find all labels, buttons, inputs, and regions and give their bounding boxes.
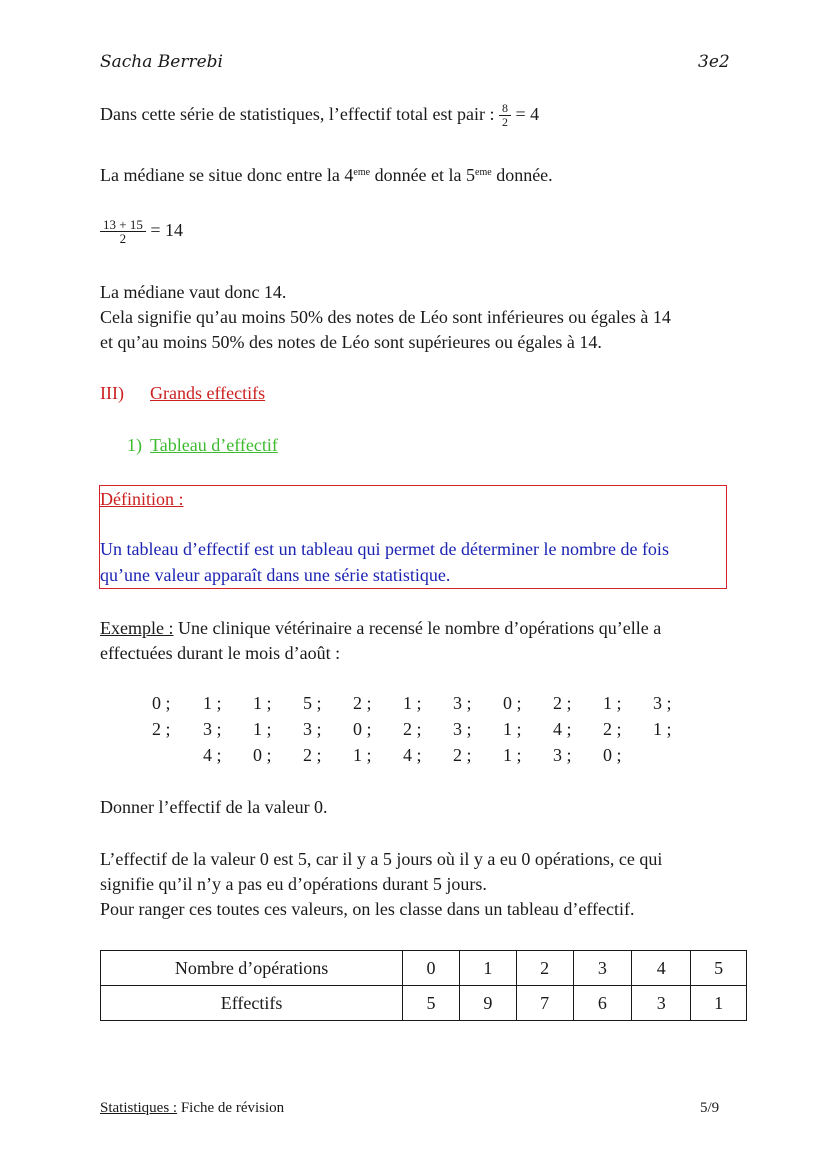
table-cell: 1: [691, 986, 747, 1021]
calc-numerator: 13 + 15: [100, 218, 146, 232]
series-value: 0 ;: [353, 719, 372, 739]
series-value: 2 ;: [603, 719, 622, 739]
table-cell: 9: [459, 986, 516, 1021]
fraction-denominator: 2: [502, 115, 509, 130]
definition-heading: Définition :: [100, 489, 184, 509]
example-label: Exemple :: [100, 618, 174, 638]
intro-line-2-part-2: donnée et la 5: [370, 165, 476, 185]
superscript-eme-2: eme: [475, 167, 492, 178]
series-value: 2 ;: [403, 719, 422, 739]
answer-line-3: Pour ranger ces toutes ces valeurs, on les classe dans un tableau d’effectif.: [100, 899, 635, 919]
series-value: 2 ;: [453, 745, 472, 765]
series-value: 2 ;: [152, 719, 171, 739]
answer-line-1: L’effectif de la valeur 0 est 5, car il y a 5 jours où il y a eu 0 opérations, ce qui: [100, 849, 663, 869]
superscript-eme-1: eme: [353, 167, 371, 178]
definition-box: [99, 485, 727, 589]
intro-line-2-part-3: donnée.: [491, 165, 553, 185]
table-row-values: [101, 951, 747, 986]
series-value: 2 ;: [353, 693, 372, 713]
series-value: 1 ;: [503, 719, 522, 739]
median-calculation: [100, 218, 183, 245]
frequency-table: [100, 950, 747, 1021]
series-value: 3 ;: [303, 719, 322, 739]
series-value: 1 ;: [503, 745, 522, 765]
subsection-number: 1): [127, 435, 142, 455]
series-value: 5 ;: [303, 693, 322, 713]
series-value: 1 ;: [653, 719, 672, 739]
series-value: 3 ;: [453, 719, 472, 739]
table-row-counts: [101, 986, 747, 1021]
series-value: 1 ;: [353, 745, 372, 765]
table-cell: 4: [632, 951, 691, 986]
example-line-1: [100, 616, 661, 641]
calc-denominator: 2: [119, 231, 127, 247]
section-number: III): [100, 383, 124, 403]
series-value: 0 ;: [253, 745, 272, 765]
table-cell: 6: [573, 986, 632, 1021]
series-value: 3 ;: [453, 693, 472, 713]
table-cell: 3: [632, 986, 691, 1021]
series-value: 1 ;: [253, 719, 272, 739]
definition-line-1: Un tableau d’effectif est un tableau qui permet de déterminer le nombre de fois: [100, 539, 669, 559]
series-value: 3 ;: [553, 745, 572, 765]
intro-line-1: [100, 102, 539, 129]
fraction-8-over-2: [499, 102, 511, 129]
author-name: Sacha Berrebi: [100, 52, 223, 72]
section-title: Grands effectifs: [150, 383, 266, 403]
intro-line-1-result: = 4: [515, 104, 540, 124]
series-value: 2 ;: [553, 693, 572, 713]
table-cell: 2: [516, 951, 573, 986]
series-value: 1 ;: [403, 693, 422, 713]
calc-result: = 14: [150, 220, 183, 240]
table-cell: 7: [516, 986, 573, 1021]
series-value: 2 ;: [303, 745, 322, 765]
median-line-1: La médiane vaut donc 14.: [100, 282, 287, 302]
table-cell: 5: [403, 986, 460, 1021]
table-cell: 5: [691, 951, 747, 986]
answer-line-2: signifie qu’il n’y a pas eu d’opérations durant 5 jours.: [100, 874, 487, 894]
example-text-1: Une clinique vétérinaire a recensé le nombre d’opérations qu’elle a: [173, 618, 662, 638]
median-line-3: et qu’au moins 50% des notes de Léo sont supérieures ou égales à 14.: [100, 332, 602, 352]
question: Donner l’effectif de la valeur 0.: [100, 797, 328, 817]
fraction-numerator: 8: [499, 102, 511, 116]
data-series: [0, 690, 828, 770]
table-cell: 3: [573, 951, 632, 986]
table-cell: 1: [459, 951, 516, 986]
series-value: 4 ;: [203, 745, 222, 765]
definition-line-2: qu’une valeur apparaît dans une série statistique.: [100, 565, 451, 585]
series-value: 1 ;: [603, 693, 622, 713]
series-value: 0 ;: [603, 745, 622, 765]
table-header-effectifs: Effectifs: [101, 986, 403, 1021]
median-line-2: Cela signifie qu’au moins 50% des notes de Léo sont inférieures ou égales à 14: [100, 307, 671, 327]
intro-line-2: [100, 163, 553, 188]
series-value: 1 ;: [203, 693, 222, 713]
example-line-2: effectuées durant le mois d’août :: [100, 643, 341, 663]
subsection-title: Tableau d’effectif: [150, 435, 278, 455]
series-value: 0 ;: [152, 693, 171, 713]
series-value: 4 ;: [553, 719, 572, 739]
footer-title: [100, 1098, 284, 1118]
intro-line-1-text: Dans cette série de statistiques, l’effectif total est pair :: [100, 104, 495, 124]
fraction-13-plus-15-over-2: [100, 218, 146, 245]
series-value: 0 ;: [503, 693, 522, 713]
footer-label: Statistiques :: [100, 1100, 178, 1116]
series-value: 1 ;: [253, 693, 272, 713]
class-label: 3e2: [698, 52, 730, 72]
page-number: 5/9: [700, 1100, 720, 1116]
intro-line-2-part-1: La médiane se situe donc entre la 4: [100, 165, 354, 185]
series-value: 3 ;: [203, 719, 222, 739]
table-cell: 0: [403, 951, 460, 986]
table-header-operations: Nombre d’opérations: [101, 951, 403, 986]
series-value: 3 ;: [653, 693, 672, 713]
series-value: 4 ;: [403, 745, 422, 765]
footer-text: Fiche de révision: [177, 1100, 285, 1116]
